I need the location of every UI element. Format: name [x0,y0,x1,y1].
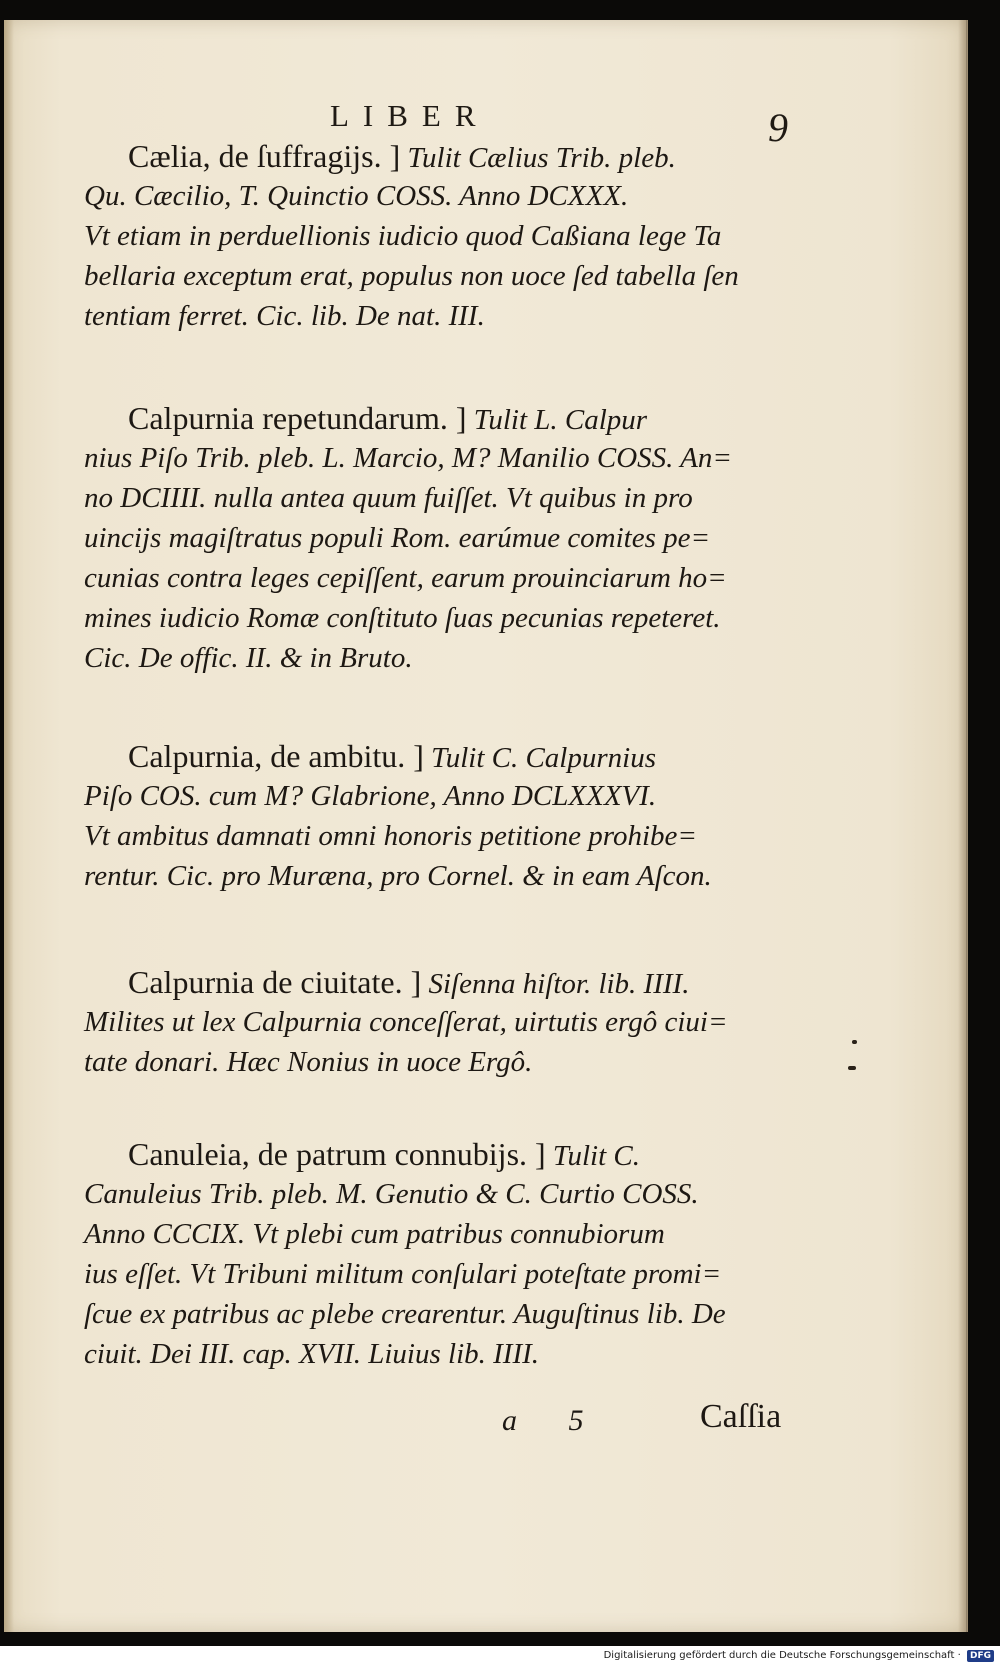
page-edge-shadow [958,20,968,1632]
entry-text-line: ciuit. Dei III. cap. XVII. Liuius lib. IIII. [84,1338,540,1370]
entry-calpurnia-repetundarum [84,398,804,678]
entry-text-line: Piſo COS. cum M? Glabrione, Anno DCLXXXVI. [84,780,657,812]
entry-calpurnia-de-ambitu [84,736,804,896]
entry-text-line: Tulit C. [552,1140,640,1172]
page-number: 9 [768,105,788,150]
entry-text-line: no DCIIII. nulla antea quum fuiſſet. Vt quibus in pro [84,482,693,514]
entry-text-line: Milites ut lex Calpurnia conceſſerat, uirtutis ergô ciui= [84,1006,728,1038]
entry-text-line: ius eſſet. Vt Tribuni militum conſulari poteſtate promi= [84,1258,722,1290]
entry-text-line: Cic. De offic. II. & in Bruto. [84,642,413,674]
entry-caelia-de-suffragiis [84,136,804,336]
entry-lemma: Cælia, de ſuffragijs. ] [128,138,401,174]
margin-ink-mark [848,1066,856,1070]
entry-text-line: tate donari. Hæc Nonius in uoce Ergô. [84,1046,533,1078]
entry-text-line: mines iudicio Romæ conſtituto ſuas pecunias repeteret. [84,602,721,634]
entry-first-line [84,962,804,1002]
entry-text-line: Tulit C. Calpurnius [431,742,656,774]
entry-text-line: Canuleius Trib. pleb. M. Genutio & C. Curtio COSS. [84,1178,699,1210]
digitization-credit: Digitalisierung gefördert durch die Deutsche Forschungsgemeinschaft · DFG [604,1648,994,1663]
entry-first-line [84,136,804,176]
entry-lemma: Calpurnia de ciuitate. ] [128,964,422,1000]
entry-text-line: bellaria exceptum erat, populus non uoce ſed tabella ſen [84,260,739,292]
entry-lemma: Calpurnia, de ambitu. ] [128,738,424,774]
entry-text-line: Vt ambitus damnati omni honoris petitione prohibe= [84,820,697,852]
entry-text-line: Anno CCCIX. Vt plebi cum patribus connubiorum [84,1218,665,1250]
dfg-logo: DFG [967,1650,994,1662]
entry-text-line: cunias contra leges cepiſſent, earum prouinciarum ho= [84,562,727,594]
entry-lemma: Canuleia, de patrum connubijs. ] [128,1136,546,1172]
catchword: Caſſia [700,1398,782,1435]
entry-canuleia-de-patrum-connubiis [84,1134,804,1374]
entry-lemma: Calpurnia repetundarum. ] [128,400,467,436]
entry-text-line: Qu. Cæcilio, T. Quinctio COSS. Anno DCXXX. [84,180,629,212]
entry-text-line: ſcue ex patribus ac plebe crearentur. Auguſtinus lib. De [84,1298,726,1330]
credit-text: Digitalisierung gefördert durch die Deutsche Forschungsgemeinschaft [603,1650,955,1661]
entry-text-line: Tulit L. Calpur [473,404,648,436]
entry-text-line: rentur. Cic. pro Muræna, pro Cornel. & in eam Aſcon. [84,860,712,892]
entry-text-line: tentiam ferret. Cic. lib. De nat. III. [84,300,485,332]
entry-text-line: nius Piſo Trib. pleb. L. Marcio, M? Manilio COSS. An= [84,442,732,474]
entry-calpurnia-de-ciuitate [84,962,804,1082]
running-head: LIBER [330,98,490,133]
entry-text-line: Siſenna hiſtor. lib. IIII. [428,968,690,1000]
entry-text-line: Vt etiam in perduellionis iudicio quod Caßiana lege Ta [84,220,722,252]
entry-first-line [84,1134,804,1174]
page-gutter-shadow [4,20,14,1632]
entry-text-line: Tulit Cælius Trib. pleb. [407,142,676,174]
entry-first-line [84,398,804,438]
entry-first-line [84,736,804,776]
margin-ink-mark [852,1040,857,1044]
entry-text-line: uincijs magiſtratus populi Rom. earúmue comites pe= [84,522,711,554]
signature-mark: a 5 [502,1404,606,1437]
